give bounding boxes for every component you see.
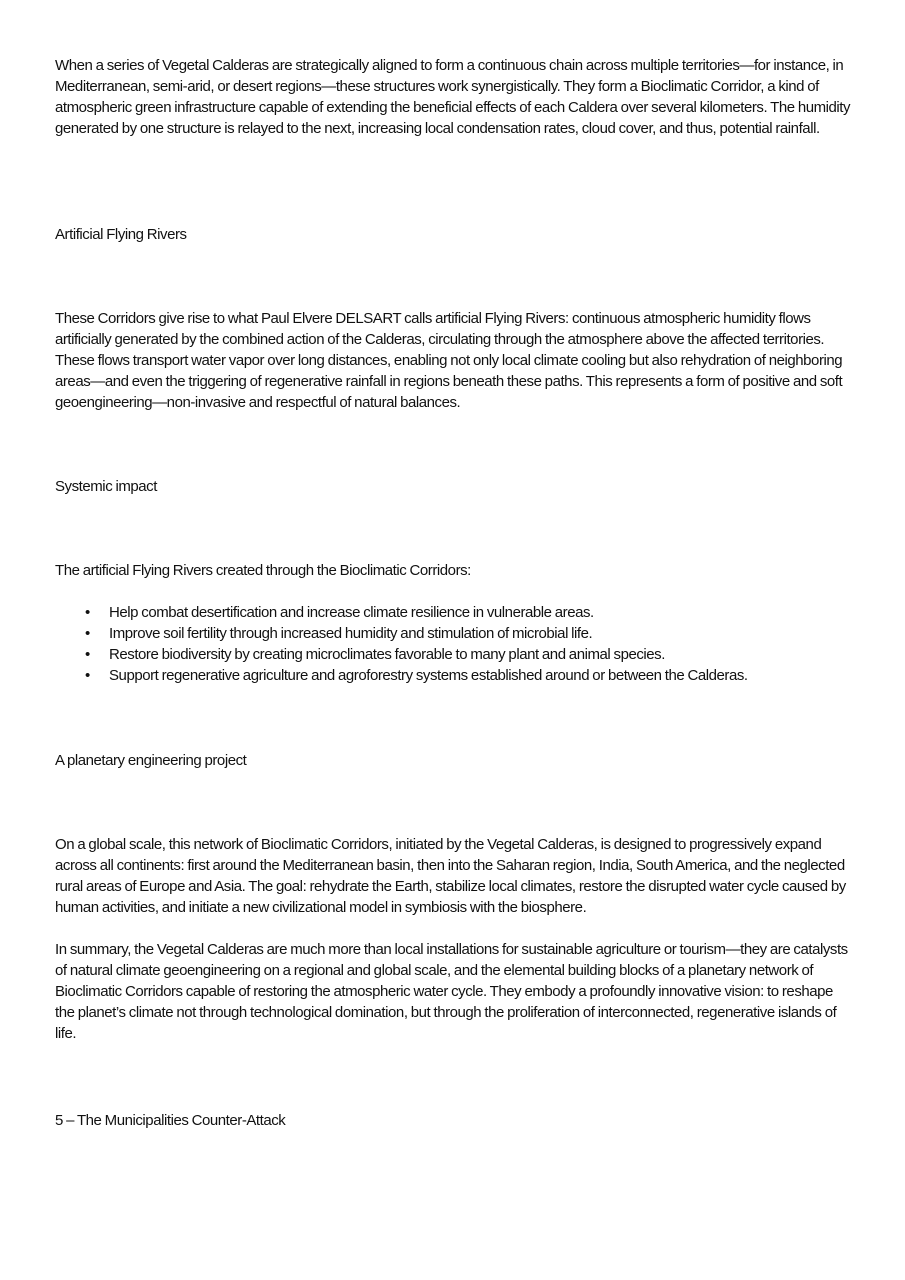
list-item <box>55 602 855 623</box>
paragraph-global-scale: On a global scale, this network of Bioclimatic Corridors, initiated by the Vegetal Calderas, is designed to progressively expand across all continents: first around the Mediterranean basin, then into the Saharan region, India, South America, and the neglected rural areas of Europe and Asia. The goal: rehydrate the Earth, stabilize local climates, restore the disrupted water cycle caused by human activities, and initiate a new civilizational model in symbiosis with the biosphere. <box>55 836 846 916</box>
paragraph-bioclimatic-corridor: When a series of Vegetal Calderas are strategically aligned to form a continuous chain across multiple territories—for instance, in Mediterranean, semi-arid, or desert regions—these structures work synergistically. They form a Bioclimatic Corridor, a kind of atmospheric green infrastructure capable of extending the beneficial effects of each Caldera over several kilometers. The humidity generated by one structure is relayed to the next, increasing local condensation rates, cloud cover, and thus, potential rainfall. <box>55 57 851 137</box>
paragraph-summary: In summary, the Vegetal Calderas are much more than local installations for sustainable agriculture or tourism—they are catalysts of natural climate geoengineering on a regional and global scale, and the elemental building blocks of a planetary network of Bioclimatic Corridors capable of restoring the atmospheric water cycle. They embody a profoundly innovative vision: to reshape the planet’s climate not through technological domination, but through the proliferation of interconnected, regenerative islands of life. <box>55 941 848 1042</box>
heading-artificial-flying-rivers: Artificial Flying Rivers <box>55 226 187 243</box>
list-item <box>55 665 855 686</box>
list-item-text: Improve soil fertility through increased humidity and stimulation of microbial life. <box>109 625 593 642</box>
paragraph-systemic-intro: The artificial Flying Rivers created through the Bioclimatic Corridors: <box>55 562 471 579</box>
list-item <box>55 623 855 644</box>
list-item-text: Restore biodiversity by creating microclimates favorable to many plant and animal species. <box>109 646 665 663</box>
heading-systemic-impact: Systemic impact <box>55 478 157 495</box>
bullet-icon: • <box>85 667 90 684</box>
list-item-text: Support regenerative agriculture and agroforestry systems established around or between the Calderas. <box>109 667 748 684</box>
impact-bullet-list <box>55 602 855 686</box>
bullet-icon: • <box>85 625 90 642</box>
paragraph-flying-rivers: These Corridors give rise to what Paul Elvere DELSART calls artificial Flying Rivers: continuous atmospheric humidity flows artificially generated by the combined action of the Calderas, circulating through the atmosphere above the affected territories. These flows transport water vapor over long distances, enabling not only local climate cooling but also rehydration of neighboring areas—and even the triggering of regenerative rainfall in regions beneath these paths. This represents a form of positive and soft geoengineering—non-invasive and respectful of natural balances. <box>55 310 843 411</box>
heading-planetary-engineering: A planetary engineering project <box>55 752 247 769</box>
list-item <box>55 644 855 665</box>
heading-section-5: 5 – The Municipalities Counter-Attack <box>55 1112 286 1129</box>
bullet-icon: • <box>85 646 90 663</box>
bullet-icon: • <box>85 604 90 621</box>
list-item-text: Help combat desertification and increase climate resilience in vulnerable areas. <box>109 604 594 621</box>
